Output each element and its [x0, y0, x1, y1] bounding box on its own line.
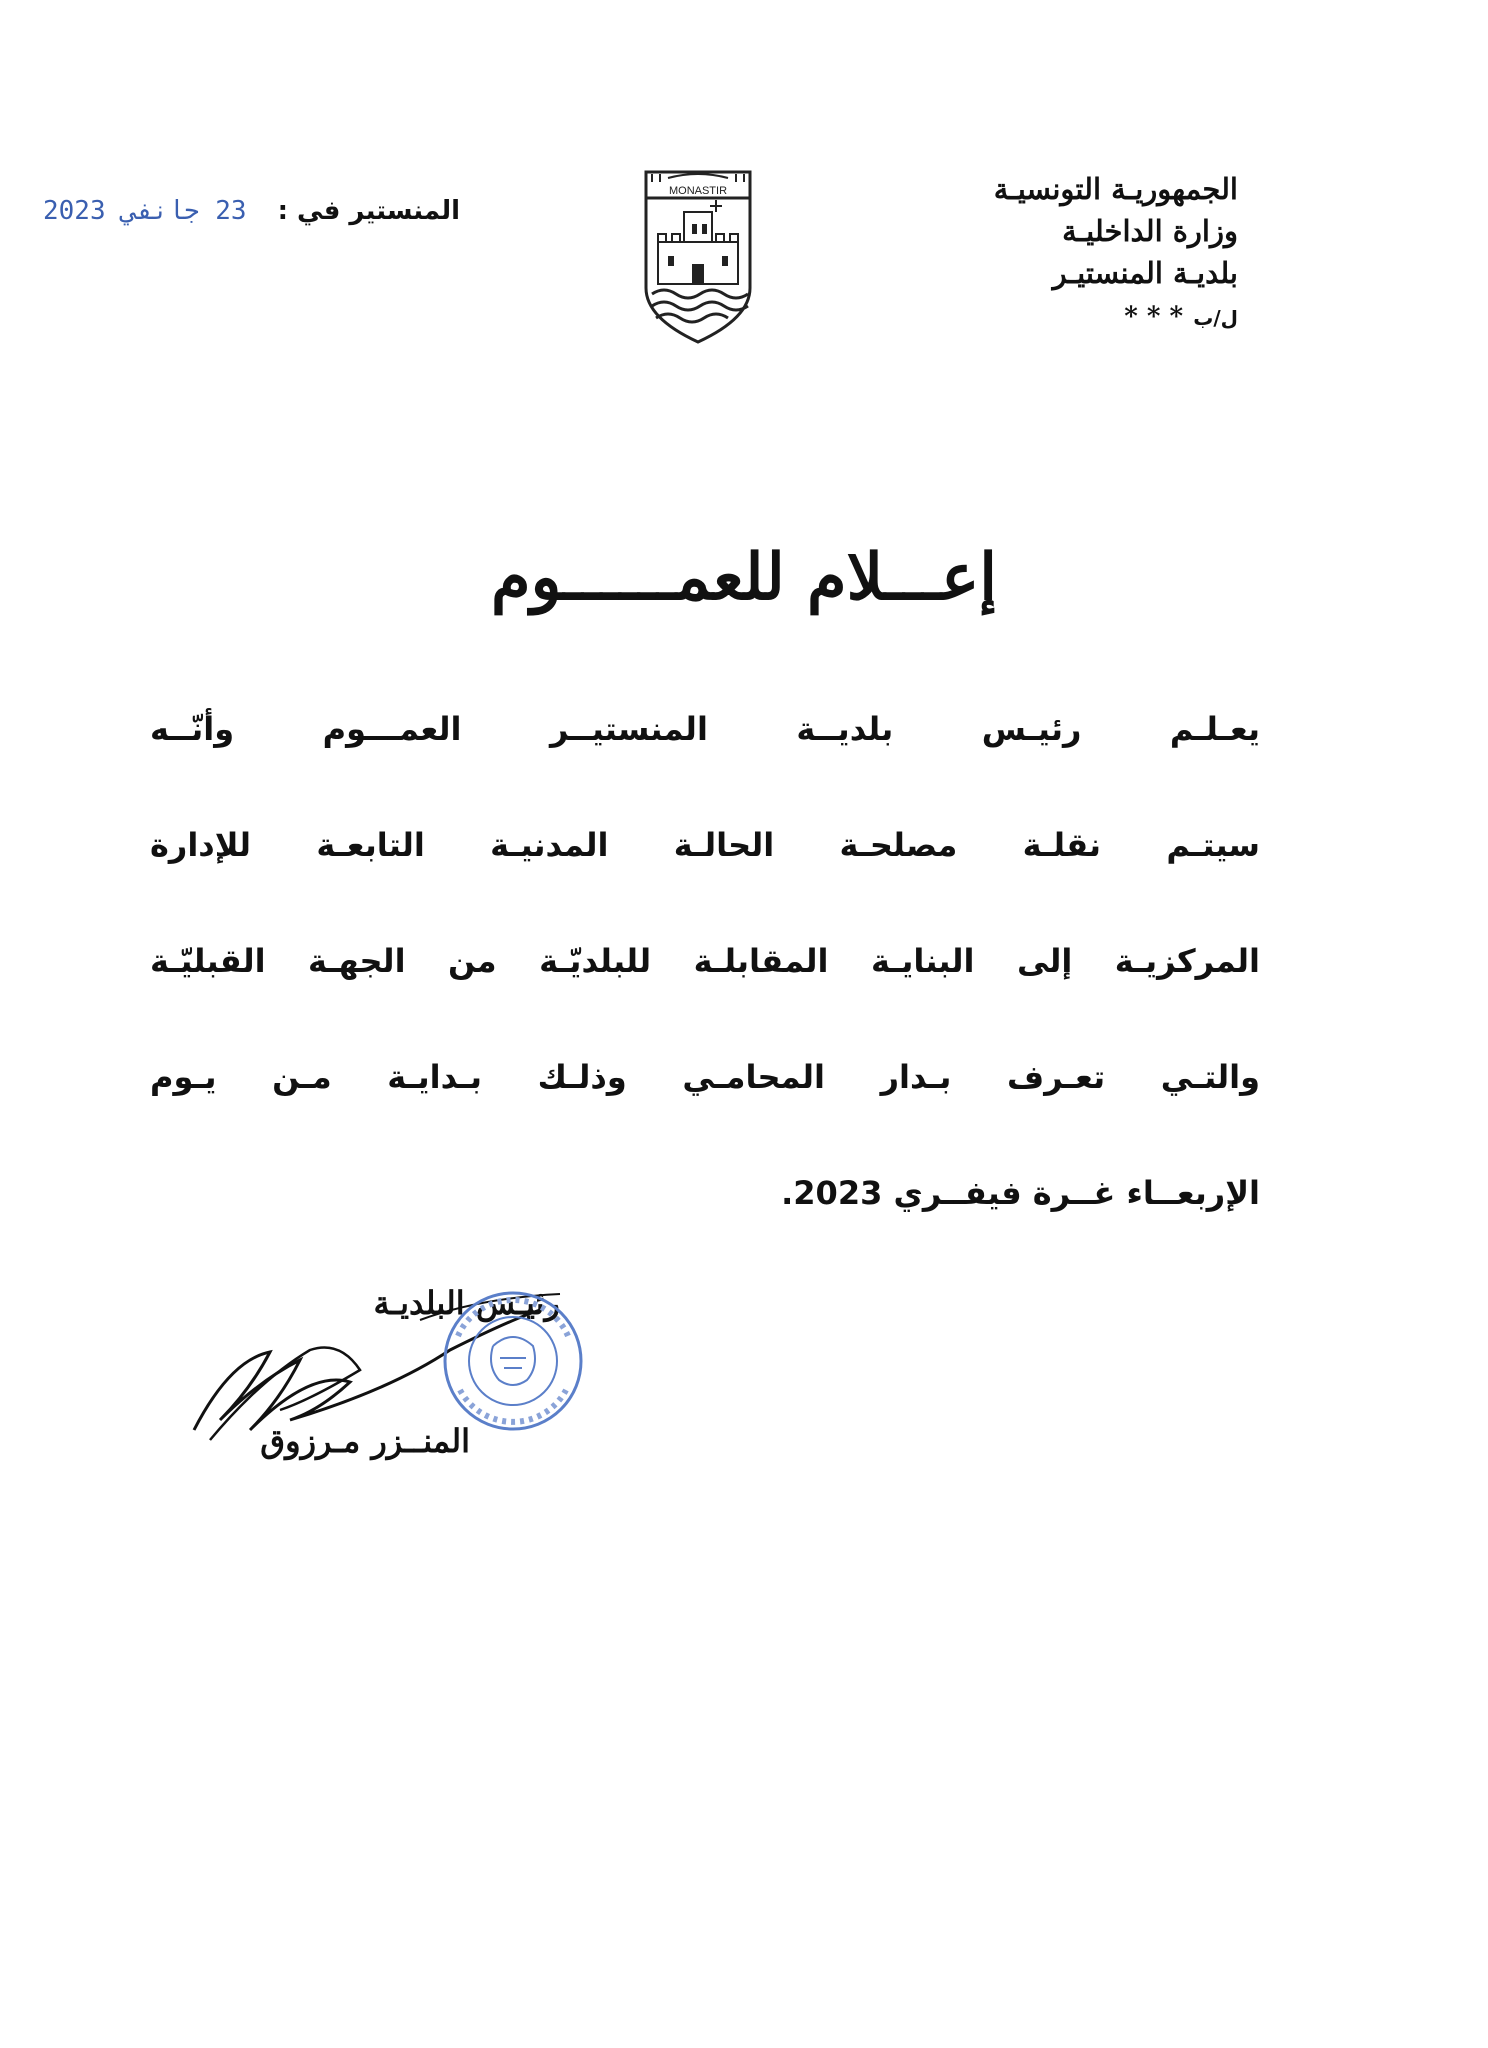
body-line: المركزيـة إلى البنايـة المقابلـة للبلديّـة من الجهـة القبليّـة	[150, 942, 1260, 980]
signatory-name: المنــزر مـرزوق	[260, 1422, 470, 1460]
notice-body	[150, 694, 1260, 1274]
date-line	[42, 196, 460, 226]
date-label: المنستير في :	[277, 196, 460, 226]
official-seal-icon	[438, 1286, 588, 1436]
ministry-name: وزارة الداخليـة	[1062, 214, 1238, 248]
notice-title: إعـــلام للعمــــــوم	[490, 540, 998, 615]
monastir-crest-icon	[640, 168, 756, 346]
date-stamp: 23 جانفي 2023	[42, 196, 247, 226]
reference-code: ل/ب	[1193, 306, 1238, 330]
crest-label: MONASTIR	[668, 185, 728, 197]
body-line: الإربعــاء غــرة فيفــري 2023.	[781, 1174, 1260, 1212]
republic-name: الجمهوريـة التونسيـة	[993, 172, 1238, 206]
municipality-name: بلديـة المنستيـر	[1052, 256, 1238, 290]
body-line: يعـلـم رئيـس بلديــة المنستيــر العمـــوم وأنّــه	[150, 710, 1260, 748]
body-line: سيتـم نقلـة مصلحـة الحالـة المدنيـة التابعـة للإدارة	[150, 826, 1260, 864]
letterhead	[908, 168, 1238, 339]
signatory-title: رئيـس البلديـة	[373, 1284, 560, 1322]
header-stars: * * *	[1124, 302, 1184, 332]
body-line: والتـي تعـرف بـدار المحامـي وذلـك بـدايـة مـن يـوم	[150, 1058, 1260, 1096]
